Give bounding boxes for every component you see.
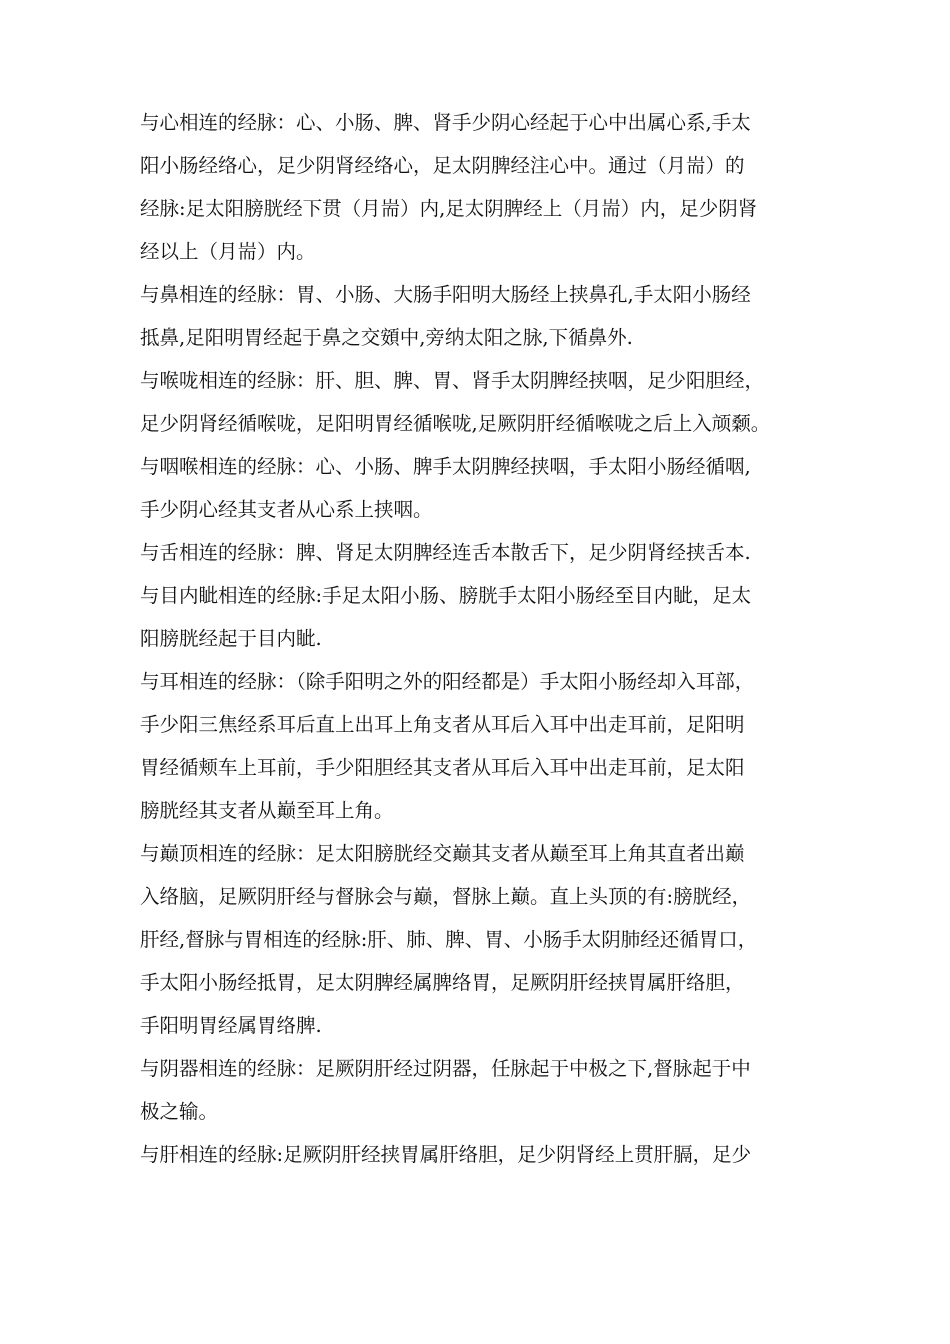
text-line: 与阴器相连的经脉：足厥阴肝经过阴器，任脉起于中极之下,督脉起于中 <box>140 1057 751 1080</box>
text-line: 肝经,督脉与胃相连的经脉:肝、肺、脾、胃、小肠手太阴肺经还循胃口， <box>140 928 758 951</box>
text-line: 极之输。 <box>140 1100 219 1123</box>
text-line: 与喉咙相连的经脉：肝、胆、脾、胃、肾手太阴脾经挟咽，足少阳胆经， <box>140 369 765 392</box>
text-line: 与目内眦相连的经脉:手足太阳小肠、膀胱手太阳小肠经至目内眦，足太 <box>140 584 752 607</box>
text-line: 阳膀胱经起于目内眦. <box>140 627 322 650</box>
text-line: 手少阳三焦经系耳后直上出耳上角支者从耳后入耳中出走耳前，足阳明 <box>140 713 745 736</box>
text-line: 阳小肠经络心，足少阴肾经络心，足太阴脾经注心中。通过（月耑）的 <box>140 154 745 177</box>
text-line: 与心相连的经脉：心、小肠、脾、肾手少阴心经起于心中出属心系,手太 <box>140 111 751 134</box>
text-line: 与耳相连的经脉：（除手阳明之外的阳经都是）手太阳小肠经却入耳部， <box>140 670 755 693</box>
text-line: 与鼻相连的经脉：胃、小肠、大肠手阳明大肠经上挟鼻孔,手太阳小肠经 <box>140 283 751 306</box>
text-line: 足少阴肾经循喉咙，足阳明胃经循喉咙,足厥阴肝经循喉咙之后上入颃颡。 <box>140 412 771 435</box>
text-line: 抵鼻,足阳明胃经起于鼻之交頞中,旁纳太阳之脉,下循鼻外. <box>140 326 633 349</box>
text-line: 入络脑，足厥阴肝经与督脉会与巅，督脉上巅。直上头顶的有:膀胱经， <box>140 885 752 908</box>
text-line: 经脉:足太阳膀胱经下贯（月耑）内,足太阴脾经上（月耑）内，足少阴肾 <box>140 197 758 220</box>
text-line: 手太阳小肠经抵胃，足太阴脾经属脾络胃，足厥阴肝经挟胃属肝络胆， <box>140 971 745 994</box>
text-line: 手少阴心经其支者从心系上挟咽。 <box>140 498 433 521</box>
text-line: 胃经循颊车上耳前，手少阳胆经其支者从耳后入耳中出走耳前，足太阳 <box>140 756 745 779</box>
text-line: 经以上（月耑）内。 <box>140 240 316 263</box>
text-line: 膀胱经其支者从巅至耳上角。 <box>140 799 394 822</box>
text-line: 与肝相连的经脉:足厥阴肝经挟胃属肝络胆，足少阴肾经上贯肝膈，足少 <box>140 1143 752 1166</box>
text-line: 与巅顶相连的经脉：足太阳膀胱经交巅其支者从巅至耳上角其直者出巅 <box>140 842 745 865</box>
text-line: 与舌相连的经脉：脾、肾足太阴脾经连舌本散舌下，足少阴肾经挟舌本. <box>140 541 751 564</box>
document-body <box>140 108 860 1183</box>
text-line: 手阳明胃经属胃络脾. <box>140 1014 322 1037</box>
text-line: 与咽喉相连的经脉：心、小肠、脾手太阴脾经挟咽，手太阳小肠经循咽, <box>140 455 751 478</box>
